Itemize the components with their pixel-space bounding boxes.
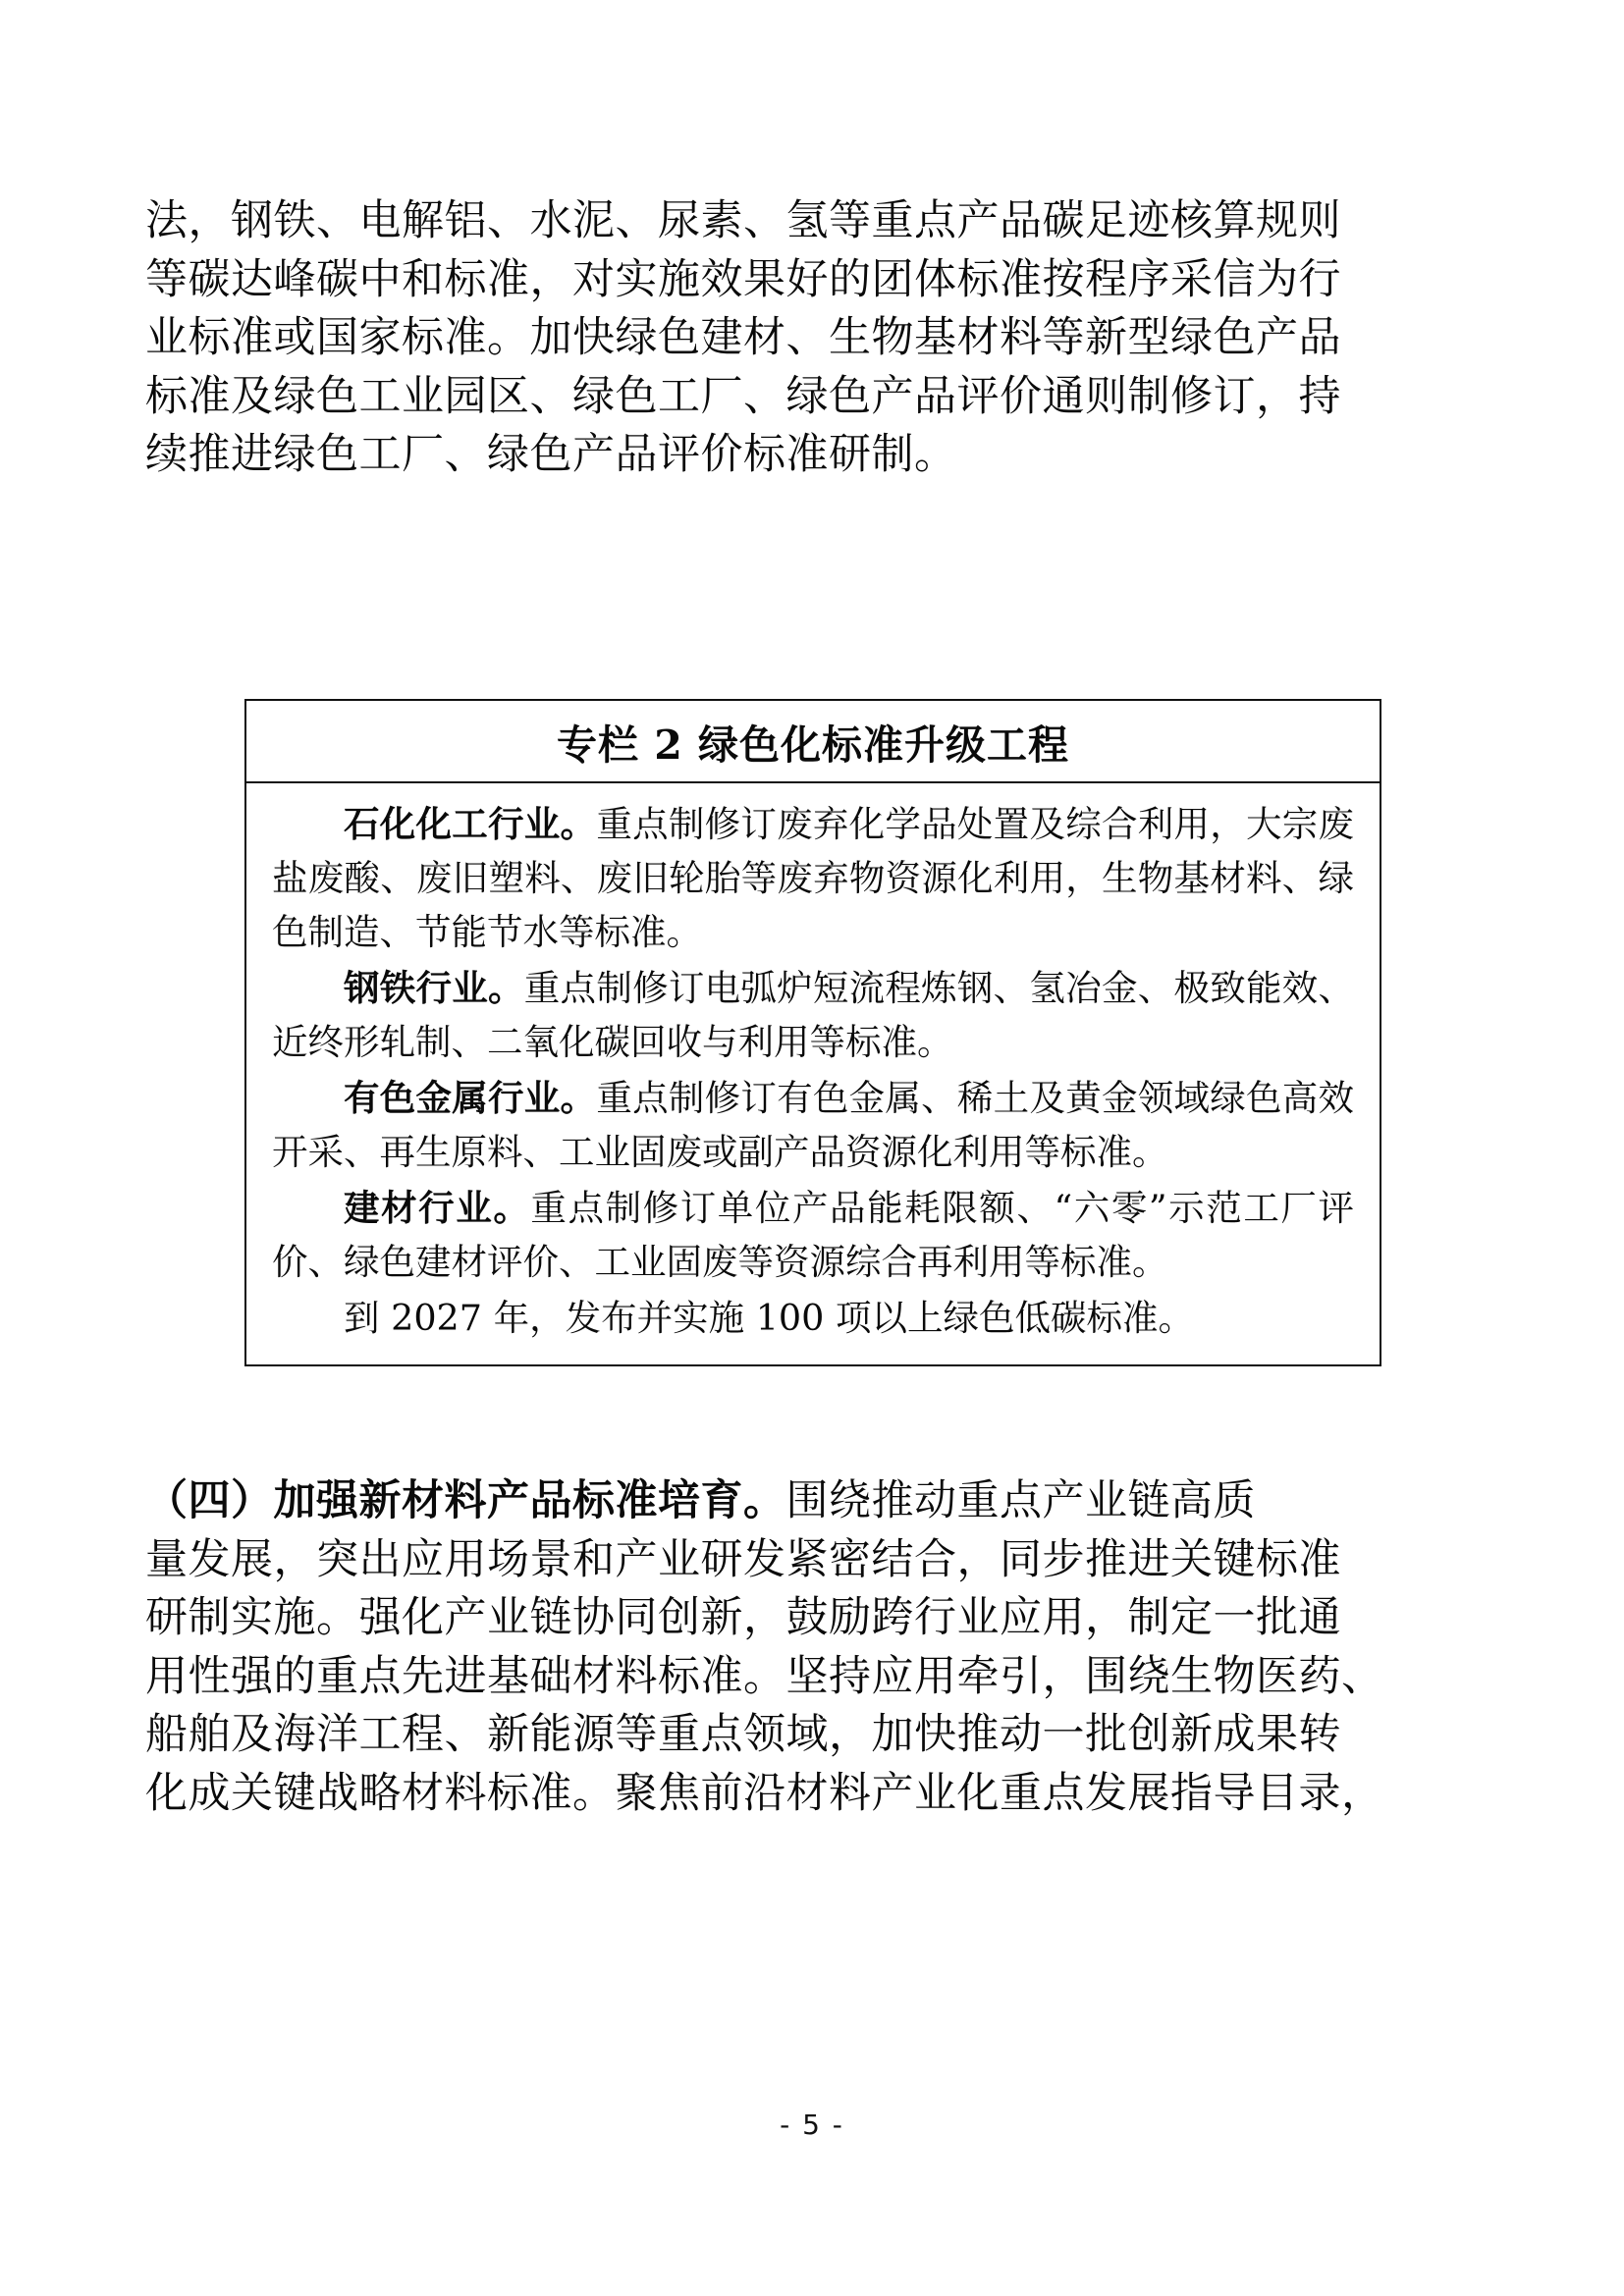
callout-paragraph-lead: 建材行业。 (344, 1187, 531, 1229)
body-line: 船舶及海洋工程、新能源等重点领域，加快推动一批创新成果转 (145, 1710, 1341, 1759)
callout-title: 专栏 2 绿色化标准升级工程 (556, 721, 1070, 769)
callout-paragraph-text: 重点制修订电弧炉短流程炼钢、氢冶金、极致能效、近终形轧制、二氧化碳回收与利用等标准。 (272, 967, 1355, 1063)
callout-paragraph (272, 797, 1354, 959)
body-line: 法，钢铁、电解铝、水泥、尿素、氢等重点产品碳足迹核算规则 (145, 196, 1341, 245)
body-line: 等碳达峰碳中和标准，对实施效果好的团体标准按程序采信为行 (145, 254, 1341, 304)
callout-box (244, 699, 1381, 1366)
section-four (145, 1472, 1481, 1823)
callout-paragraph-lead: 有色金属行业。 (344, 1077, 597, 1119)
callout-paragraph-text: 重点制修订有色金属、稀土及黄金领域绿色高效开采、再生原料、工业固废或副产品资源化利用等标准。 (272, 1077, 1355, 1173)
body-line: 业标准或国家标准。加快绿色建材、生物基材料等新型绿色产品 (145, 313, 1341, 362)
callout-paragraph (272, 1291, 1354, 1345)
callout-paragraph (272, 961, 1354, 1069)
body-line: 标准及绿色工业园区、绿色工厂、绿色产品评价通则制修订，持 (145, 371, 1341, 421)
callout-title-row (246, 701, 1380, 783)
callout-paragraph-lead: 钢铁行业。 (344, 967, 524, 1009)
page-number: - 5 - (780, 2109, 844, 2141)
section-heading: （四）加强新材料产品标准培育。 (145, 1476, 786, 1525)
top-paragraph (145, 192, 1481, 485)
body-line: 研制实施。强化产业链协同创新，鼓励跨行业应用，制定一批通 (145, 1593, 1341, 1642)
callout-paragraph-text: 到 2027 年，发布并实施 100 项以上绿色低碳标准。 (344, 1297, 1194, 1339)
body-line: 量发展，突出应用场景和产业研发紧密结合，同步推进关键标准 (145, 1534, 1341, 1584)
callout-paragraph-text: 重点制修订废弃化学品处置及综合利用，大宗废盐废酸、废旧塑料、废旧轮胎等废弃物资源化利用，生物基材料、绿色制造、节能节水等标准。 (272, 803, 1355, 953)
callout-paragraph-text: 重点制修订单位产品能耗限额、“六零”示范工厂评价、绿色建材评价、工业固废等资源综合再利用等标准。 (272, 1187, 1354, 1283)
body-line: 用性强的重点先进基础材料标准。坚持应用牵引，围绕生物医药、 (145, 1651, 1384, 1701)
callout-paragraph-lead: 石化化工行业。 (344, 803, 597, 845)
body-line: （四）加强新材料产品标准培育。围绕推动重点产业链高质 (145, 1476, 1256, 1525)
body-line: 化成关键战略材料标准。聚焦前沿材料产业化重点发展指导目录， (145, 1768, 1384, 1818)
body-line: 续推进绿色工厂、绿色产品评价标准研制。 (145, 430, 957, 479)
callout-body (246, 783, 1380, 1364)
callout-paragraph (272, 1071, 1354, 1179)
callout-paragraph (272, 1181, 1354, 1289)
